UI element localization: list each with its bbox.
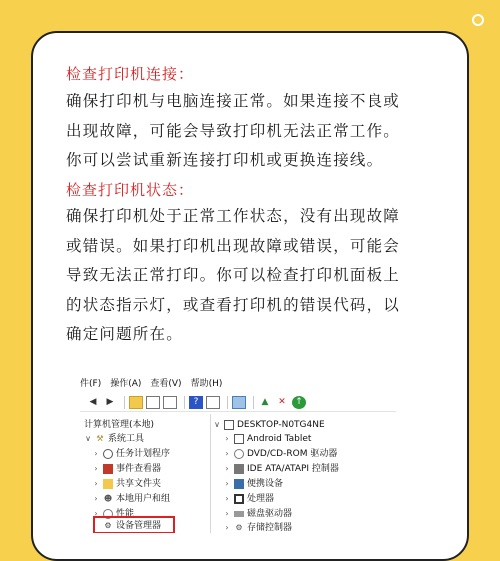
menu-file[interactable]: 件(F) (80, 378, 102, 389)
toolbar-separator (184, 396, 185, 409)
device-label: DVD/CD-ROM 驱动器 (247, 449, 338, 459)
chevron-right-icon[interactable]: › (94, 479, 98, 488)
chevron-right-icon[interactable]: › (225, 464, 229, 473)
device-item-processors[interactable] (223, 492, 274, 506)
tree-item-system-tools[interactable] (84, 432, 144, 446)
connection-line: 你可以尝试重新连接打印机或更换连接线。 (66, 151, 384, 169)
chevron-right-icon[interactable]: › (225, 449, 229, 458)
tree-item-local-users[interactable] (92, 492, 170, 506)
tree-item-computer-management[interactable] (84, 418, 154, 432)
chevron-right-icon[interactable]: › (94, 509, 98, 518)
chevron-right-icon[interactable]: › (94, 464, 98, 473)
device-label: IDE ATA/ATAPI 控制器 (247, 464, 339, 474)
chevron-right-icon[interactable]: › (225, 509, 229, 518)
toolbar-separator (253, 396, 254, 409)
device-manager-icon: ⚙ (104, 521, 112, 530)
folder-icon[interactable] (129, 396, 143, 409)
connection-line: 出现故障，可能会导致打印机无法正常工作。 (66, 121, 401, 140)
tree-label: 计算机管理(本地) (84, 420, 155, 430)
processor-icon (234, 494, 244, 504)
help-icon[interactable]: ? (189, 396, 203, 409)
menu-view[interactable]: 查看(V) (150, 378, 182, 389)
connection-paragraph (66, 87, 438, 176)
tree-item-shared-folders[interactable] (92, 477, 161, 491)
device-item-dvd-cdrom[interactable] (223, 447, 337, 461)
window-icon[interactable] (146, 396, 160, 409)
status-line: 或错误。如果打印机出现故障或错误，可能会 (66, 236, 401, 255)
tree-item-event-viewer[interactable] (92, 462, 161, 476)
menu-bar (80, 374, 396, 390)
shared-folder-icon (103, 479, 113, 489)
storage-controller-icon: ⚙ (235, 523, 243, 532)
portable-device-icon (234, 479, 244, 489)
export-list-icon[interactable] (163, 396, 177, 409)
tree-label: 事件查看器 (116, 464, 162, 474)
status-line: 确定问题所在。 (66, 325, 183, 343)
toolbar (80, 393, 396, 412)
pane-divider[interactable] (210, 414, 211, 533)
device-label: 磁盘驱动器 (247, 509, 293, 519)
tree-item-task-scheduler[interactable] (92, 447, 170, 461)
back-arrow-icon[interactable]: ◀ (89, 397, 97, 407)
computer-management-screenshot (80, 374, 396, 533)
clock-icon (103, 449, 113, 459)
computer-icon (224, 420, 234, 430)
forward-arrow-icon[interactable]: ▶ (106, 397, 114, 407)
device-label: Android Tablet (247, 434, 312, 444)
connection-line: 确保打印机与电脑连接正常。如果连接不良或 (66, 92, 401, 110)
scan-hardware-icon[interactable]: ▲ (261, 397, 269, 407)
tree-label: 设备管理器 (116, 521, 162, 531)
disc-drive-icon (234, 449, 244, 459)
tree-label: 任务计划程序 (116, 449, 171, 459)
chevron-right-icon[interactable]: › (225, 479, 229, 488)
ide-controller-icon (234, 464, 244, 474)
status-line: 导致无法正常打印。你可以检查打印机面板上 (66, 266, 401, 284)
connection-heading: 检查打印机连接： (66, 65, 195, 83)
tree-label: 共享文件夹 (116, 479, 162, 489)
chevron-right-icon[interactable]: › (94, 449, 98, 458)
uninstall-x-icon[interactable]: ✕ (278, 397, 286, 407)
device-label: 处理器 (247, 494, 275, 504)
menu-help[interactable]: 帮助(H) (190, 378, 223, 389)
tools-icon: ⚒ (96, 434, 104, 443)
properties-icon[interactable] (206, 396, 220, 409)
device-manager-highlight (93, 516, 175, 533)
chevron-right-icon[interactable]: › (225, 434, 229, 443)
tree-label: 本地用户和组 (116, 494, 171, 504)
users-icon: ☻ (103, 494, 113, 503)
device-item-storage-controllers[interactable] (223, 521, 292, 533)
device-item-ide-ata[interactable] (223, 462, 339, 476)
toolbar-separator (124, 396, 125, 409)
chevron-right-icon[interactable]: › (225, 523, 229, 532)
disk-drive-icon (234, 511, 244, 517)
tree-label: 系统工具 (108, 434, 145, 444)
device-item-android-tablet[interactable] (223, 432, 311, 446)
update-driver-icon[interactable]: ↑ (292, 396, 306, 409)
status-heading: 检查打印机状态： (66, 181, 195, 199)
device-label: 存储控制器 (247, 523, 293, 533)
chevron-down-icon[interactable]: ∨ (214, 420, 220, 429)
status-line: 确保打印机处于正常工作状态，没有出现故障 (66, 207, 401, 225)
status-line: 的状态指示灯，或查看打印机的错误代码，以 (66, 295, 401, 314)
device-label: 便携设备 (247, 479, 284, 489)
menu-action[interactable]: 操作(A) (110, 378, 142, 389)
chevron-down-icon[interactable]: ∨ (85, 434, 91, 443)
device-item-portable-devices[interactable] (223, 477, 283, 491)
device-root[interactable] (213, 418, 325, 432)
status-paragraph (66, 202, 438, 350)
decorative-ring-icon (472, 14, 484, 26)
tree-label: 性能 (116, 509, 135, 519)
tablet-icon (234, 434, 244, 444)
device-tree-pane (213, 414, 396, 533)
monitor-icon[interactable] (232, 396, 246, 409)
event-viewer-icon (103, 464, 113, 474)
chevron-right-icon[interactable]: › (94, 494, 98, 503)
chevron-right-icon[interactable]: › (225, 494, 229, 503)
device-item-disk-drives[interactable] (223, 507, 292, 521)
device-label: DESKTOP-N0TG4NE (237, 420, 325, 430)
toolbar-separator (227, 396, 228, 409)
